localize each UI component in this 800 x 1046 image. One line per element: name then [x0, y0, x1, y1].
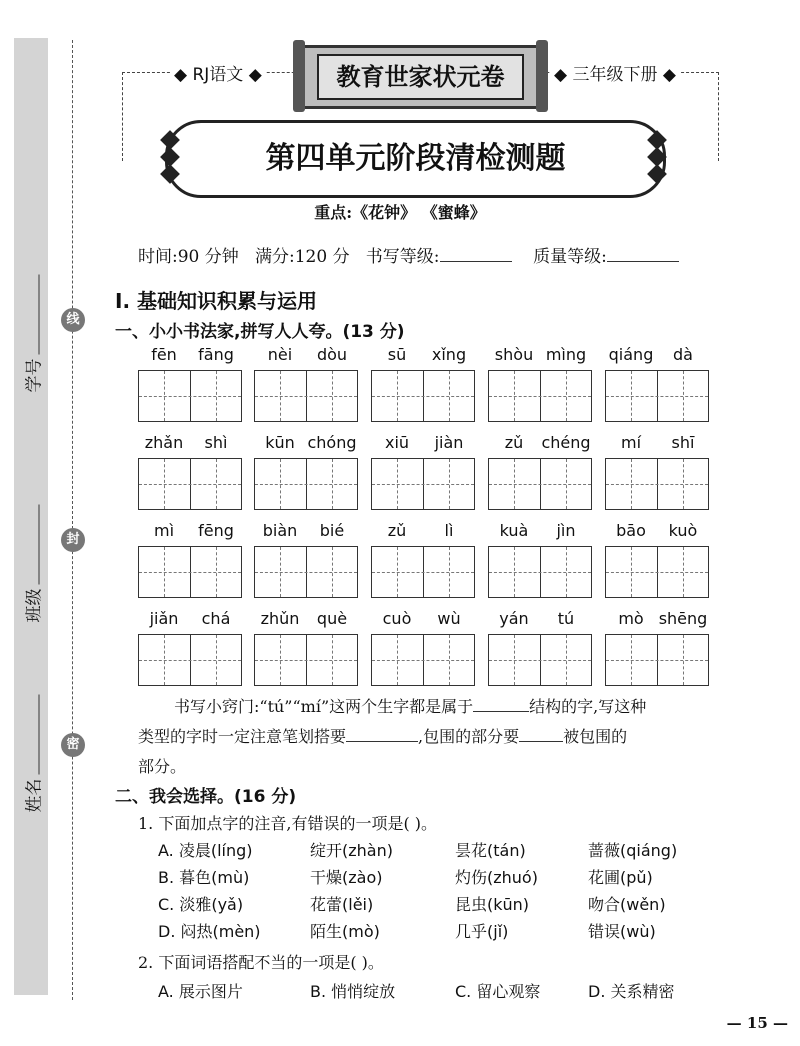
writing-box[interactable]: [138, 546, 242, 598]
writing-box[interactable]: [371, 370, 475, 422]
pinyin-label: shì: [204, 433, 228, 452]
pinyin-label: jìn: [556, 521, 576, 540]
pinyin-label: dòu: [316, 345, 348, 364]
q2-title: 二、我会选择。(16 分): [115, 787, 297, 807]
series-scroll: [300, 45, 541, 109]
writing-grade-label: 书写等级:: [365, 247, 440, 267]
option-item: D. 关系精密: [588, 982, 675, 1001]
option-item: A. 凌晨(líng): [158, 841, 253, 860]
pinyin-label: yán: [499, 609, 529, 628]
class-field: [20, 463, 45, 623]
option-item: B. 悄悄绽放: [310, 982, 396, 1001]
seal-secret: 密: [61, 733, 85, 757]
option-item: 灼伤(zhuó): [455, 868, 538, 887]
pinyin-label: mìng: [545, 345, 587, 364]
writing-box[interactable]: [605, 546, 709, 598]
pinyin-label: shòu: [494, 345, 534, 364]
writing-box[interactable]: [371, 634, 475, 686]
writing-box[interactable]: [371, 458, 475, 510]
option-item: 几乎(jǐ): [455, 922, 509, 941]
pinyin-label: kuà: [499, 521, 529, 540]
option-item: 花圃(pǔ): [588, 868, 653, 887]
option-item: B. 暮色(mù): [158, 868, 250, 887]
name-label: 姓名: [24, 778, 45, 813]
writing-box[interactable]: [254, 370, 358, 422]
writing-box[interactable]: [254, 634, 358, 686]
series-title: 教育世家状元卷: [317, 54, 524, 100]
pinyin-label: zǔ: [504, 433, 524, 452]
writing-tip: [138, 692, 738, 722]
writing-box[interactable]: [488, 458, 592, 510]
tip-blank[interactable]: [519, 727, 563, 742]
pinyin-label: jiàn: [434, 433, 464, 452]
writing-box[interactable]: [488, 546, 592, 598]
pinyin-label: kuò: [668, 521, 698, 540]
seal-line: 线: [61, 308, 85, 332]
writing-box[interactable]: [488, 634, 592, 686]
writing-tip-2: [138, 722, 738, 752]
writing-box[interactable]: [138, 458, 242, 510]
writing-box[interactable]: [605, 458, 709, 510]
name-blank[interactable]: [27, 695, 40, 775]
writing-box[interactable]: [605, 634, 709, 686]
time-label: 时间:90 分钟: [138, 247, 239, 267]
cut-line: [72, 40, 73, 1000]
option-item: 昆虫(kūn): [455, 895, 530, 914]
tip-text: 类型的字时一定注意笔划搭要: [138, 727, 347, 746]
tip-text: 书写小窍门:“tú”“mí”这两个生字都是属于: [174, 697, 474, 716]
page-number: — 15 —: [726, 1014, 788, 1032]
option-item: 陌生(mò): [310, 922, 380, 941]
pinyin-label: tú: [557, 609, 575, 628]
pinyin-label: jiǎn: [149, 609, 179, 628]
option-item: 蔷薇(qiáng): [588, 841, 678, 860]
writing-box[interactable]: [371, 546, 475, 598]
class-blank[interactable]: [27, 505, 40, 585]
option-item: 吻合(wěn): [588, 895, 666, 914]
student-no-field: [20, 233, 45, 393]
section-title: I. 基础知识积累与运用: [115, 289, 318, 313]
pinyin-label: zhǔn: [260, 609, 300, 628]
quality-grade-label: 质量等级:: [533, 247, 607, 267]
pinyin-label: zhǎn: [144, 433, 184, 452]
tip-text: 被包围的: [563, 727, 628, 746]
class-label: 班级: [24, 588, 45, 623]
pinyin-label: mí: [620, 433, 642, 452]
pinyin-label: biàn: [262, 521, 298, 540]
pinyin-label: chóng: [307, 433, 357, 452]
pinyin-label: kūn: [265, 433, 295, 452]
full-score-label: 满分:120 分: [254, 247, 350, 267]
pinyin-label: bié: [319, 521, 345, 540]
tip-text: ,包围的部分要: [418, 727, 520, 746]
student-no-label: 学号: [24, 358, 45, 393]
writing-box[interactable]: [254, 458, 358, 510]
pinyin-label: xǐng: [431, 345, 467, 364]
subject-tag: ◆ RJ语文 ◆: [170, 60, 266, 85]
pinyin-label: dà: [673, 345, 693, 364]
pinyin-label: shēng: [658, 609, 708, 628]
title-banner: [165, 120, 666, 198]
option-item: 昙花(tán): [455, 841, 526, 860]
option-item: A. 展示图片: [158, 982, 243, 1001]
focus-line: 重点:《花钟》 《蜜蜂》: [314, 203, 486, 222]
option-item: D. 闷热(mèn): [158, 922, 261, 941]
option-item: 花蕾(lěi): [310, 895, 374, 914]
pinyin-label: xiū: [384, 433, 410, 452]
pinyin-label: bāo: [616, 521, 646, 540]
writing-box[interactable]: [488, 370, 592, 422]
q1-title: 一、小小书法家,拼写人人夸。(13 分): [115, 322, 405, 342]
writing-box[interactable]: [138, 370, 242, 422]
tip-blank[interactable]: [346, 727, 418, 742]
pinyin-label: chá: [201, 609, 231, 628]
grade-tag: ◆ 三年级下册 ◆: [550, 60, 680, 85]
pinyin-label: lì: [444, 521, 454, 540]
pinyin-label: sū: [387, 345, 407, 364]
exam-title: 第四单元阶段清检测题: [265, 141, 566, 176]
pinyin-label: chéng: [541, 433, 591, 452]
writing-grade-blank[interactable]: [440, 247, 512, 262]
tip-text: 结构的字,写这种: [529, 697, 647, 716]
pinyin-label: mì: [153, 521, 175, 540]
q2-item1: 1. 下面加点字的注音,有错误的一项是( )。: [138, 814, 438, 833]
pinyin-label: nèi: [267, 345, 293, 364]
pinyin-label: zǔ: [387, 521, 407, 540]
quality-grade-blank[interactable]: [607, 247, 679, 262]
q2-item2: 2. 下面词语搭配不当的一项是( )。: [138, 953, 384, 972]
pinyin-label: què: [316, 609, 348, 628]
option-item: 干燥(zào): [310, 868, 383, 887]
pinyin-label: mò: [618, 609, 644, 628]
writing-tip-3: 部分。: [138, 757, 187, 776]
student-no-blank[interactable]: [27, 275, 40, 355]
option-item: 绽开(zhàn): [310, 841, 393, 860]
writing-box[interactable]: [254, 546, 358, 598]
pinyin-label: fāng: [198, 345, 234, 364]
option-item: C. 淡雅(yǎ): [158, 895, 244, 914]
meta-line: [138, 242, 679, 267]
pinyin-label: fēn: [151, 345, 177, 364]
pinyin-label: cuò: [382, 609, 412, 628]
writing-box[interactable]: [138, 634, 242, 686]
writing-box[interactable]: [605, 370, 709, 422]
pinyin-label: shī: [671, 433, 695, 452]
option-item: 错误(wù): [588, 922, 656, 941]
pinyin-label: wù: [437, 609, 461, 628]
pinyin-label: qiáng: [608, 345, 654, 364]
name-field: [20, 653, 45, 813]
pinyin-label: fēng: [198, 521, 234, 540]
option-item: C. 留心观察: [455, 982, 541, 1001]
seal-seal: 封: [61, 528, 85, 552]
tip-blank[interactable]: [473, 697, 529, 712]
